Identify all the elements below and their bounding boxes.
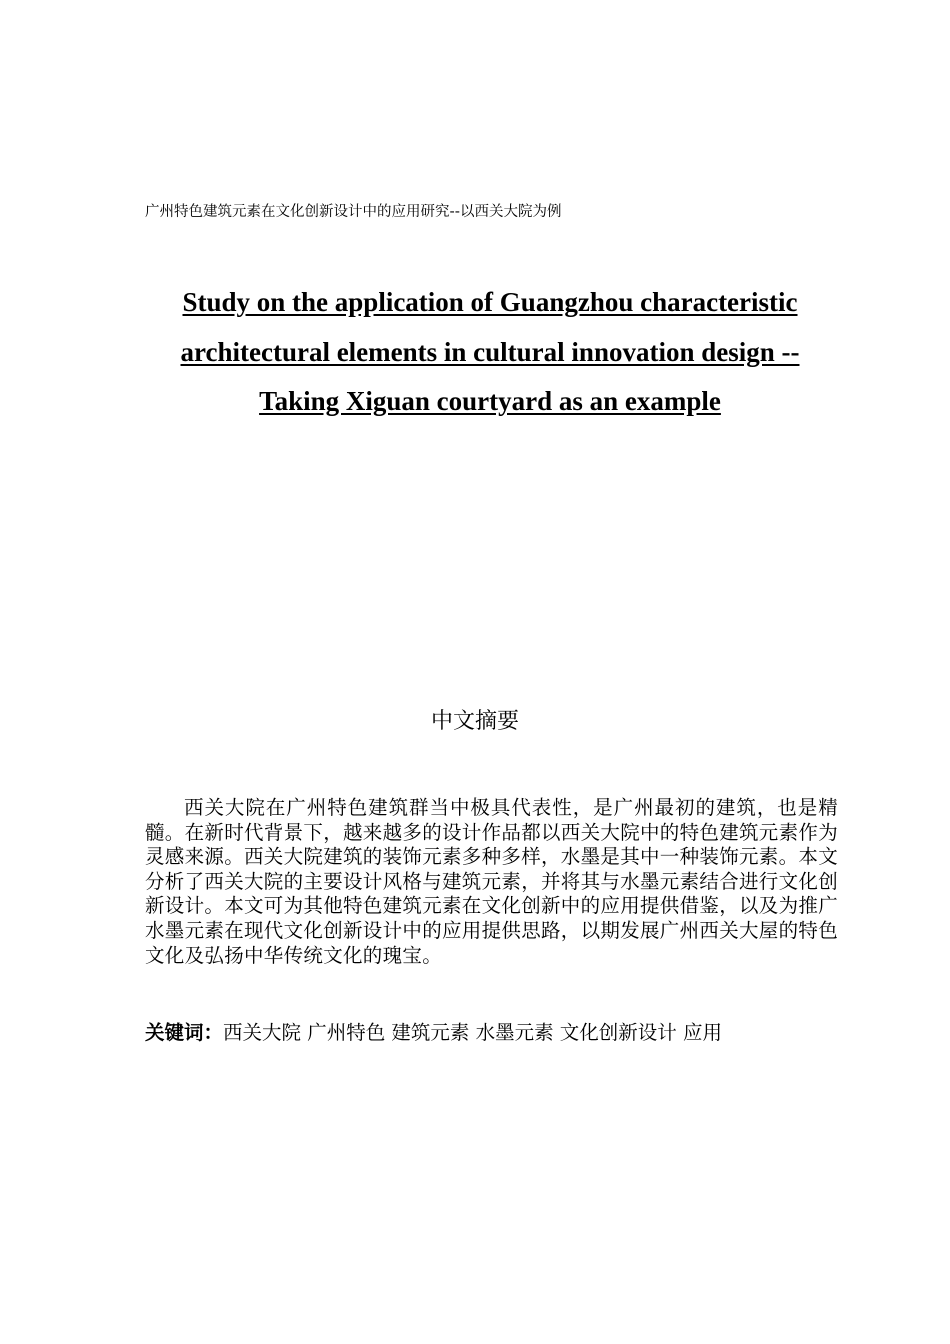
abstract-body: 西关大院在广州特色建筑群当中极具代表性，是广州最初的建筑，也是精髓。在新时代背景下，越来越多的设计作品都以西关大院中的特色建筑元素作为灵感来源。西关大院建筑的装饰元素多种多样，水墨是其中一种装饰元素。本文分析了西关大院的主要设计风格与建筑元素，并将其与水墨元素结合进行文化创新设计。本文可为其他特色建筑元素在文化创新中的应用提供借鉴，以及为推广水墨元素在现代文化创新设计中的应用提供思路，以期发展广州西关大屋的特色文化及弘扬中华传统文化的瑰宝。 [145,796,839,967]
keywords-line [145,1020,845,1046]
english-title: Study on the application of Guangzhou characteristic architectural elements in cultural innovation design -- Taking Xiguan courtyard as an example [180,287,800,416]
abstract-heading: 中文摘要 [430,709,519,734]
running-title: 广州特色建筑元素在文化创新设计中的应用研究--以西关大院为例 [145,204,562,220]
keywords-value: 西关大院 广州特色 建筑元素 水墨元素 文化创新设计 应用 [223,1021,723,1044]
keywords-label: 关键词： [145,1021,224,1044]
